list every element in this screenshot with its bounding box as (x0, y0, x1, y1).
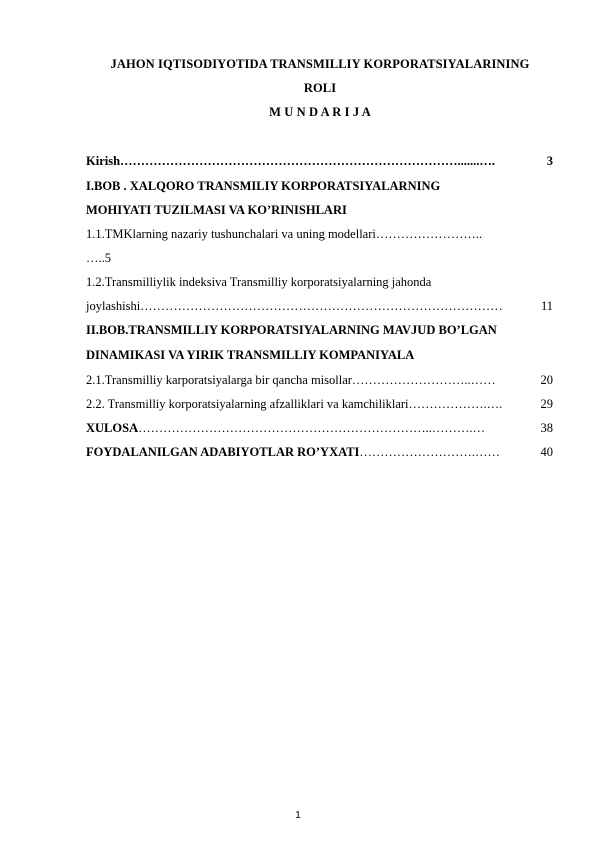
toc-page-number: 11 (540, 299, 553, 313)
toc-page-number: 40 (540, 445, 553, 459)
toc-entry-label: XULOSA (86, 421, 139, 435)
toc-section-1-2-line2[interactable] (86, 299, 553, 314)
toc-section-2-2[interactable] (86, 397, 553, 412)
toc-chapter-1-line2[interactable]: MOHIYATI TUZILMASI VA KO’RINISHLARI (86, 203, 347, 217)
toc-page-number: 29 (540, 397, 553, 411)
toc-section-1-2-line1[interactable]: 1.2.Transmilliylik indeksiva Transmilliy korporatsiyalarning jahonda (86, 275, 432, 289)
toc-page-number: 38 (540, 421, 553, 435)
toc-leader-dots: ……………………………………………………………………….......…. (120, 154, 496, 168)
toc-entry-kirish[interactable] (86, 154, 553, 169)
toc-entry-label: 2.2. Transmilliy korporatsiyalarning afzalliklari va kamchiliklari (86, 397, 409, 411)
toc-leader-dots: …………………………………………………………………………… (140, 299, 503, 313)
toc-leader-dots: ……………………….…… (359, 445, 501, 459)
toc-entry-label: Kirish (86, 154, 121, 168)
toc-leader-dots: ………………………..…… (351, 373, 496, 387)
document-title-line2: ROLI (303, 81, 337, 95)
toc-section-2-1[interactable] (86, 373, 553, 388)
toc-entry-xulosa[interactable] (86, 421, 553, 436)
page-number: 1 (295, 810, 301, 821)
toc-leader-dots: ……………………………………………………………..……….… (138, 421, 485, 435)
toc-chapter-2-line2[interactable]: DINAMIKASI VA YIRIK TRANSMILLIY KOMPANIYALA (86, 348, 415, 362)
toc-entry-label: FOYDALANILGAN ADABIYOTLAR RO’YXATI (86, 445, 360, 459)
toc-page-number: 3 (546, 154, 553, 168)
toc-section-1-1-line1[interactable]: 1.1.TMKlarning nazariy tushunchalari va uning modellari…………………….. (86, 227, 483, 241)
document-title-line1: JAHON IQTISODIYOTIDA TRANSMILLIY KORPORATSIYALARINING (110, 57, 530, 71)
toc-entry-adabiyotlar[interactable] (86, 445, 553, 460)
toc-entry-label: 2.1.Transmilliy karporatsiyalarga bir qancha misollar (86, 373, 352, 387)
toc-entry-label: joylashishi (86, 299, 141, 313)
toc-leader-dots: ……………….…. (408, 397, 503, 411)
toc-chapter-2-line1[interactable]: II.BOB.TRANSMILLIY KORPORATSIYALARNING MAVJUD BO’LGAN (86, 323, 497, 337)
toc-page-number: 20 (540, 373, 553, 387)
toc-section-1-1-line2[interactable]: …..5 (86, 251, 111, 265)
toc-chapter-1-line1[interactable]: I.BOB . XALQORO TRANSMILIY KORPORATSIYALARNING (86, 179, 441, 193)
contents-heading: M U N D A R I J A (269, 105, 371, 119)
